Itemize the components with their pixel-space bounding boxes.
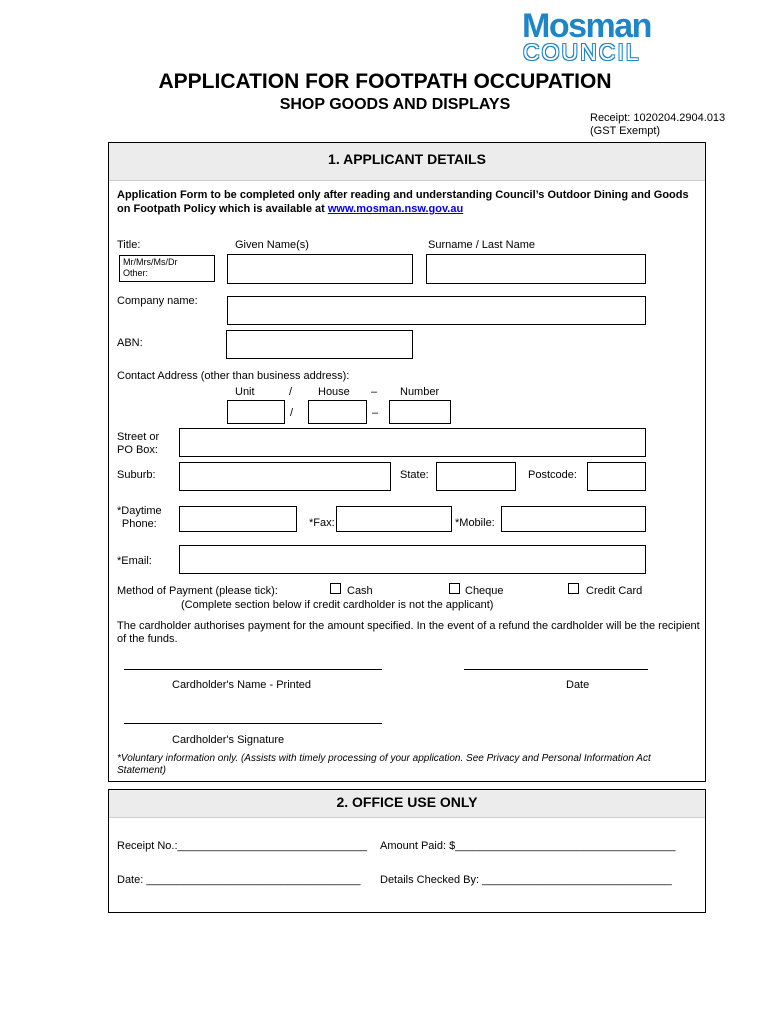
- policy-link[interactable]: www.mosman.nsw.gov.au: [327, 203, 464, 215]
- office-receipt-no: Receipt No.:_______________________________: [117, 840, 368, 852]
- title-option-mr-mrs: Mr/Mrs/Ms/Dr: [123, 257, 178, 267]
- credit-card-label: Credit Card: [586, 585, 643, 597]
- council-logo-sub: COUNCIL: [523, 39, 641, 65]
- unit-input[interactable]: [227, 400, 285, 424]
- daytime-phone-label-line2: Phone:: [121, 518, 157, 530]
- number-label: Number: [400, 386, 440, 398]
- office-details-checked: Details Checked By: _______________________________: [380, 874, 672, 886]
- fax-input[interactable]: [336, 506, 452, 532]
- credit-card-checkbox[interactable]: [568, 583, 579, 594]
- council-logo-main: Mosman: [522, 7, 651, 45]
- postcode-label: Postcode:: [528, 469, 577, 481]
- daytime-phone-input[interactable]: [179, 506, 297, 532]
- date-line[interactable]: [464, 669, 648, 670]
- house-dash: –: [372, 407, 379, 419]
- title-options-box[interactable]: [119, 255, 215, 282]
- house-input[interactable]: [308, 400, 367, 424]
- street-label: [117, 431, 159, 457]
- street-label-line2: PO Box:: [117, 444, 158, 456]
- unit-house-slash: /: [289, 386, 293, 398]
- surname-input[interactable]: [426, 254, 646, 284]
- receipt-code: Receipt: 1020204.2904.013: [590, 112, 726, 124]
- receipt-info: [590, 112, 725, 138]
- given-name-label: Given Name(s): [235, 239, 309, 251]
- applicant-details-heading: 1. APPLICANT DETAILS: [109, 143, 705, 181]
- cardholder-name-label: Cardholder's Name - Printed: [172, 679, 312, 691]
- daytime-phone-label-line1: *Daytime: [117, 505, 162, 517]
- office-use-heading: 2. OFFICE USE ONLY: [109, 790, 705, 818]
- house-number-dash: –: [371, 386, 378, 398]
- number-input[interactable]: [389, 400, 451, 424]
- surname-label: Surname / Last Name: [428, 239, 535, 251]
- abn-input[interactable]: [226, 330, 413, 359]
- street-input[interactable]: [179, 428, 646, 457]
- page-subtitle: SHOP GOODS AND DISPLAYS: [279, 96, 511, 113]
- cardholder-name-line[interactable]: [124, 669, 382, 670]
- contact-address-label: Contact Address (other than business address):: [117, 370, 350, 382]
- given-name-input[interactable]: [227, 254, 413, 284]
- company-label: Company name:: [117, 295, 198, 307]
- street-label-line1: Street or: [117, 431, 160, 443]
- company-input[interactable]: [227, 296, 646, 325]
- authorisation-text: The cardholder authorises payment for the amount specified. In the event of a refund the cardholder will be the recipient of the funds.: [117, 620, 700, 645]
- cash-checkbox[interactable]: [330, 583, 341, 594]
- cheque-label: Cheque: [465, 585, 504, 597]
- cash-label: Cash: [347, 585, 373, 597]
- postcode-input[interactable]: [587, 462, 646, 491]
- office-date: Date: ___________________________________: [117, 874, 361, 886]
- daytime-phone-label: [117, 505, 162, 531]
- cardholder-signature-line[interactable]: [124, 723, 382, 724]
- email-input[interactable]: [179, 545, 646, 574]
- payment-note: (Complete section below if credit cardholder is not the applicant): [181, 599, 494, 611]
- office-amount-paid: Amount Paid: $____________________________________: [380, 840, 676, 852]
- suburb-input[interactable]: [179, 462, 391, 491]
- payment-method-label: Method of Payment (please tick):: [117, 585, 278, 597]
- voluntary-note: *Voluntary information only. (Assists with timely processing of your application. See Privacy and Personal Information Act Statement): [117, 753, 651, 776]
- cardholder-signature-label: Cardholder's Signature: [172, 734, 285, 746]
- email-label: *Email:: [117, 555, 152, 567]
- cheque-checkbox[interactable]: [449, 583, 460, 594]
- mobile-label: *Mobile:: [455, 517, 495, 529]
- suburb-label: Suburb:: [117, 469, 156, 481]
- house-label: House: [318, 386, 350, 398]
- fax-label: *Fax:: [309, 517, 335, 529]
- state-label: State:: [400, 469, 429, 481]
- date-label: Date: [566, 679, 590, 691]
- page-title: APPLICATION FOR FOOTPATH OCCUPATION: [158, 70, 612, 93]
- intro-text: [117, 188, 702, 216]
- intro-text-body: Application Form to be completed only after reading and understanding Council’s Outdoor Dining and Goods on Footpath Policy which is available at: [117, 189, 689, 215]
- title-label: Title:: [117, 239, 141, 251]
- title-option-other: Other:: [123, 268, 149, 278]
- unit-slash: /: [290, 407, 294, 419]
- mobile-input[interactable]: [501, 506, 646, 532]
- gst-exempt: (GST Exempt): [590, 125, 661, 137]
- unit-label: Unit: [235, 386, 255, 398]
- abn-label: ABN:: [117, 337, 143, 349]
- state-input[interactable]: [436, 462, 516, 491]
